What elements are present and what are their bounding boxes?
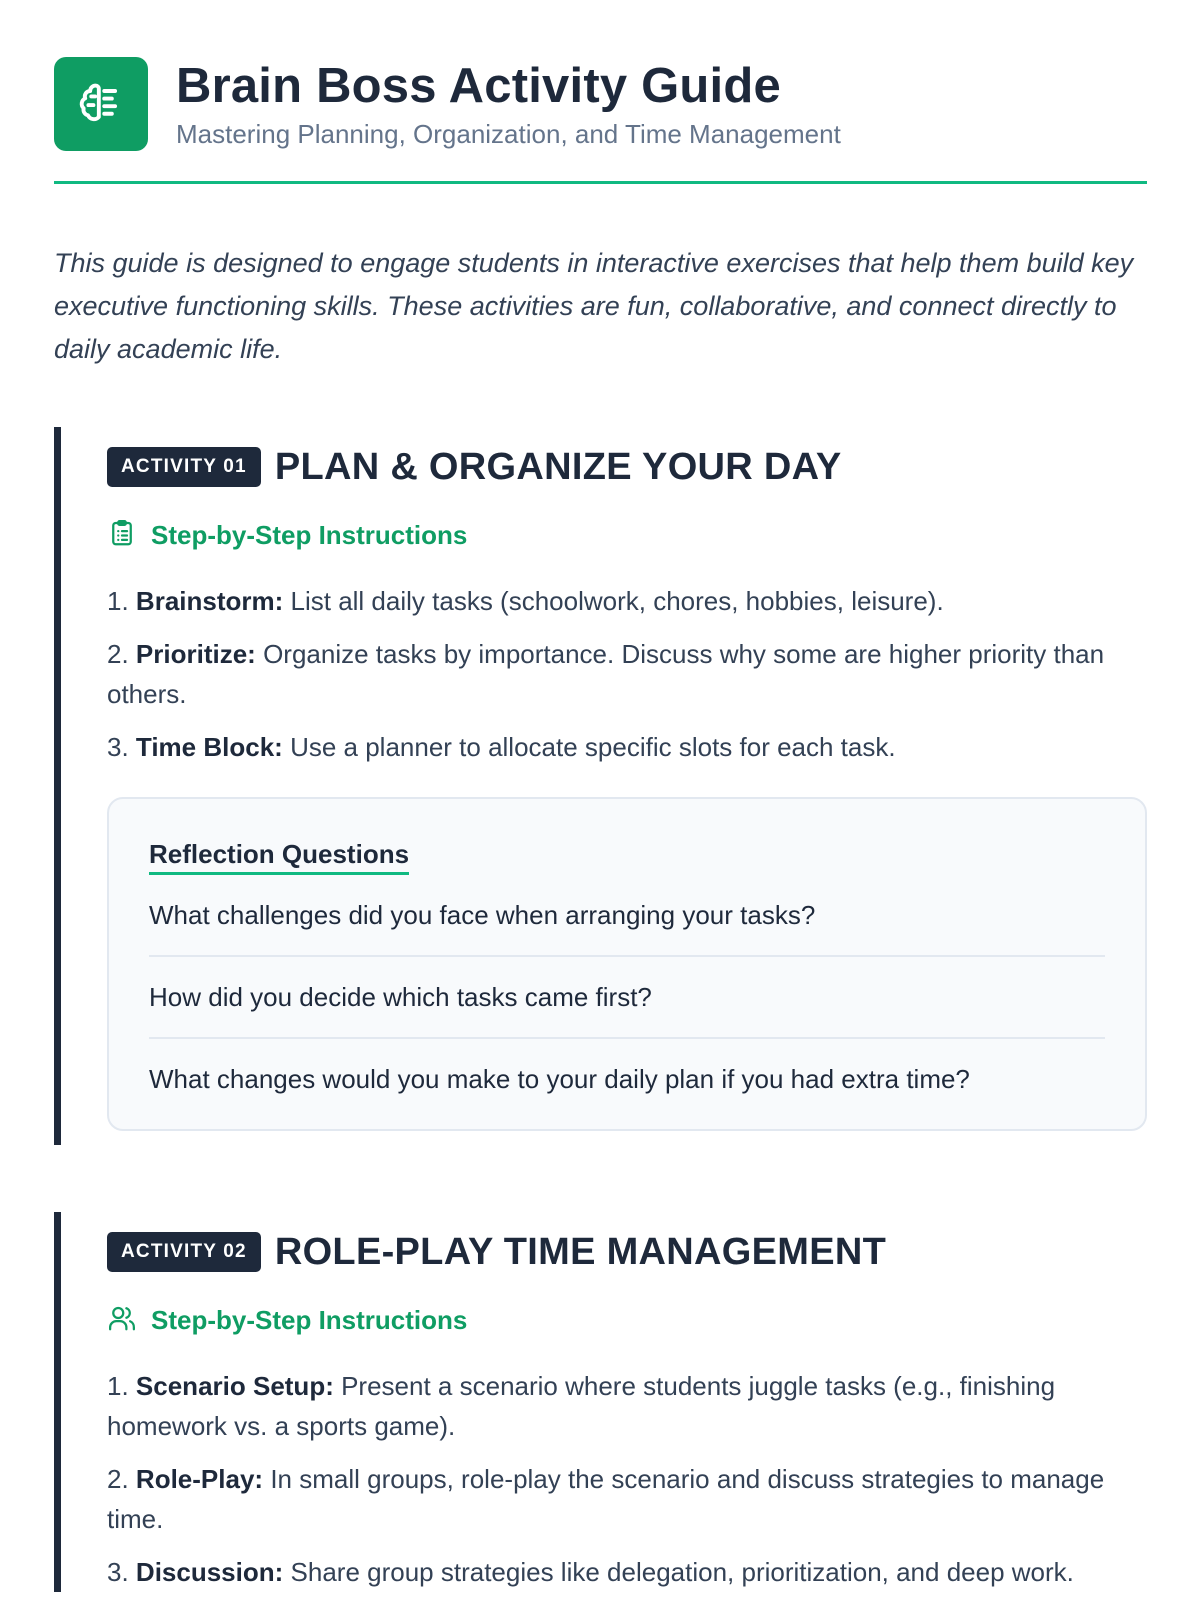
step-text: In small groups, role-play the scenario and discuss strategies to manage time. — [107, 1464, 1105, 1534]
step-term: Time Block: — [135, 732, 283, 762]
step-term: Brainstorm: — [135, 586, 284, 616]
step-number: 2. — [107, 639, 129, 669]
instructions-heading — [107, 520, 1147, 550]
step-number: 3. — [107, 1557, 129, 1587]
list-item — [107, 1552, 1147, 1592]
step-term: Role-Play: — [135, 1464, 264, 1494]
reflection-title: Reflection Questions — [149, 839, 409, 875]
activity-badge: ACTIVITY 01 — [107, 447, 261, 487]
page-subtitle: Mastering Planning, Organization, and Time Management — [176, 118, 841, 149]
instructions-label: Step-by-Step Instructions — [151, 519, 468, 550]
header-divider — [54, 181, 1147, 184]
header — [54, 57, 1147, 151]
step-term: Discussion: — [135, 1557, 284, 1587]
step-number: 3. — [107, 732, 129, 762]
step-number: 2. — [107, 1464, 129, 1494]
activity-01-section — [54, 427, 1147, 1145]
steps-list — [107, 1366, 1147, 1592]
guide-page — [54, 57, 1147, 1605]
brain-icon — [54, 57, 148, 151]
activity-badge: ACTIVITY 02 — [107, 1232, 261, 1272]
instructions-heading — [107, 1305, 1147, 1335]
clipboard-list-icon — [107, 518, 137, 553]
activity-title: PLAN & ORGANIZE YOUR DAY — [274, 445, 842, 488]
list-item — [107, 727, 1147, 767]
steps-list — [107, 581, 1147, 767]
step-number: 1. — [107, 1371, 129, 1401]
page-title: Brain Boss Activity Guide — [176, 58, 781, 113]
reflection-question: What challenges did you face when arranging your tasks? — [149, 875, 1105, 957]
step-term: Prioritize: — [135, 639, 256, 669]
activity-title: ROLE-PLAY TIME MANAGEMENT — [274, 1230, 887, 1273]
step-number: 1. — [107, 586, 129, 616]
list-item — [107, 634, 1147, 714]
list-item — [107, 581, 1147, 621]
list-item — [107, 1459, 1147, 1539]
intro-text: This guide is designed to engage students in interactive exercises that help them build key executive functioning skills. These activities are fun, collaborative, and connect directly to daily academic life. — [54, 248, 1134, 364]
step-text: Present a scenario where students juggle tasks (e.g., finishing homework vs. a sports game). — [107, 1371, 1056, 1441]
instructions-label: Step-by-Step Instructions — [151, 1304, 468, 1335]
reflection-question: What changes would you make to your daily plan if you had extra time? — [149, 1064, 970, 1094]
step-text: Organize tasks by importance. Discuss why some are higher priority than others. — [107, 639, 1105, 709]
reflection-card — [107, 797, 1147, 1131]
users-icon — [107, 1303, 137, 1338]
reflection-question: How did you decide which tasks came first? — [149, 957, 1105, 1039]
activity-02-section — [54, 1212, 1147, 1592]
step-term: Scenario Setup: — [135, 1371, 334, 1401]
step-text: Use a planner to allocate specific slots for each task. — [290, 732, 896, 762]
list-item — [107, 1366, 1147, 1446]
step-text: Share group strategies like delegation, prioritization, and deep work. — [290, 1557, 1074, 1587]
step-text: List all daily tasks (schoolwork, chores, hobbies, leisure). — [290, 586, 944, 616]
